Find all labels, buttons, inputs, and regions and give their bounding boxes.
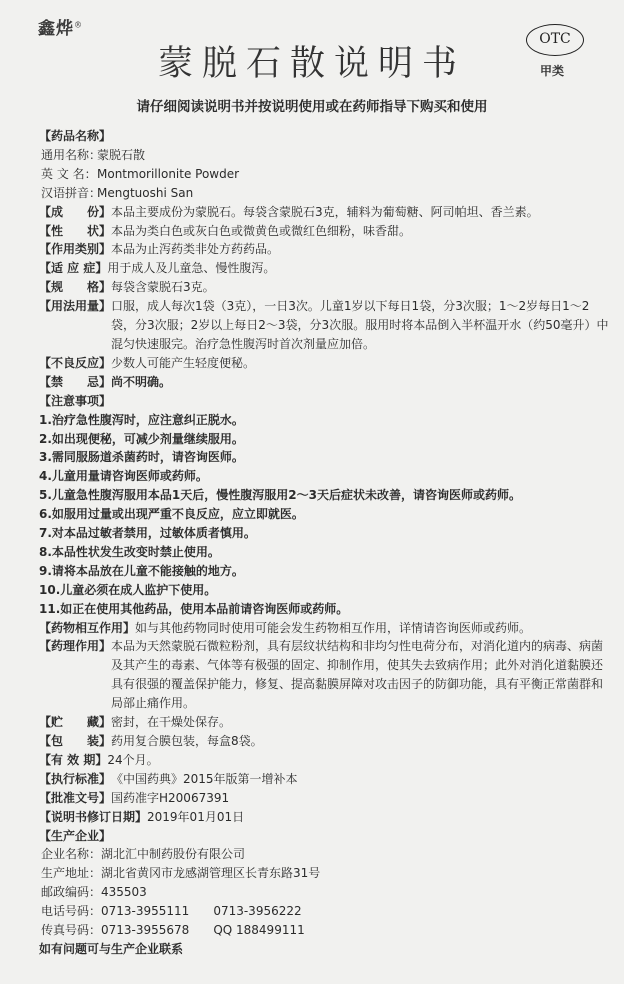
address-row: 生产地址： 湖北省黄冈市龙感湖管理区长青东路31号 [41, 866, 321, 881]
maker-heading: 【生产企业】 [39, 828, 112, 843]
spec-row: 【规 格】 每袋含蒙脱石3克。 [39, 280, 215, 295]
category-row: 【作用类别】 本品为止泻药类非处方药药品。 [39, 242, 280, 257]
leaflet-body [39, 127, 609, 959]
contact-note: 如有问题可与生产企业联系 [39, 941, 184, 956]
adverse-row: 【不良反应】 少数人可能产生轻度便秘。 [39, 355, 256, 370]
package-row: 【包 装】 药用复合膜包装，每盒8袋。 [39, 734, 263, 748]
fax-row: 传真号码： 0713-3955678 QQ 188499111 [41, 923, 305, 938]
caution-item: 9.请将本品放在儿童不能接触的地方。 [39, 563, 244, 578]
caution-item: 1.治疗急性腹泻时，应注意纠正脱水。 [39, 412, 244, 427]
pinyin-row: 汉语拼音： Mengtuoshi San [41, 185, 194, 200]
caution-item: 6.如服用过量或出现严重不良反应，应立即就医。 [39, 507, 304, 522]
properties-row: 【性 状】 本品为类白色或灰白色或微黄色或微红色细粉，味香甜。 [39, 223, 412, 238]
brand-logo-text: 鑫烨 [38, 19, 74, 39]
caution-item: 4.儿童用量请咨询医师或药师。 [39, 469, 208, 484]
caution-item: 7.对本品过敏者禁用，过敏体质者慎用。 [39, 526, 256, 541]
document-title: 蒙脱石散说明书 [157, 44, 466, 84]
ingredients-row: 【成 份】 本品主要成份为蒙脱石。每袋含蒙脱石3克，辅料为葡萄糖、阿司帕坦、香兰素。 [39, 204, 539, 219]
interaction-row: 【药物相互作用】 如与其他药物同时使用可能会发生药物相互作用，详情请咨询医师或药师。 [39, 620, 532, 635]
caution-item: 2.如出现便秘，可减少剂量继续服用。 [39, 431, 244, 446]
approval-row: 【批准文号】 国药准字H20067391 [39, 790, 230, 805]
phone-row: 电话号码： 0713-3955111 0713-3956222 [41, 904, 302, 919]
caution-heading: 【注意事项】 [39, 393, 112, 408]
storage-row: 【贮 藏】 密封，在干燥处保存。 [39, 715, 232, 730]
otc-class-label: 甲类 [540, 64, 565, 78]
caution-item: 8.本品性状发生改变时禁止使用。 [39, 544, 220, 559]
dosage-row: 【用法用量】 口服，成人每次1袋（3克），一日3次。儿童1岁以下每日1袋，分3次服；1～2岁每日1～2袋，分3次服；2岁以上每日2～3袋，分3次服。服用时将本品倒入半杯温开水（约50毫升）中混匀快速服完。治疗急性腹泻时首次剂量应加倍。 [39, 299, 609, 351]
caution-item: 3.需同服肠道杀菌药时，请咨询医师。 [39, 450, 244, 465]
postcode-row: 邮政编码： 435503 [41, 885, 147, 900]
english-name-row: 英 文 名： Montmorillonite Powder [41, 166, 240, 181]
contraindication-row: 【禁 忌】 尚不明确。 [39, 374, 172, 389]
company-row: 企业名称： 湖北汇中制药股份有限公司 [41, 847, 246, 862]
registered-mark: ® [74, 20, 83, 30]
revision-row: 【说明书修订日期】 2019年01月01日 [39, 809, 245, 824]
section-name-heading: 【药品名称】 [39, 129, 112, 143]
usage-warning: 请仔细阅读说明书并按说明使用或在药师指导下购买和使用 [136, 99, 488, 115]
pharmacology-row: 【药理作用】 本品为天然蒙脱石微粒粉剂，具有层纹状结构和非均匀性电荷分布，对消化道内的病毒、病菌及其产生的毒素、气体等有极强的固定、抑制作用，使其失去致病作用；此外对消化道黏膜还具有很强的覆盖保护能力，修复、提高黏膜屏障对攻击因子的防御功能，具有平衡正常菌群和局部止痛作用。 [39, 639, 604, 711]
indication-row: 【适 应 症】 用于成人及儿童急、慢性腹泻。 [39, 261, 276, 276]
validity-row: 【有 效 期】 24个月。 [39, 752, 159, 767]
generic-name-row: 通用名称： 蒙脱石散 [41, 147, 146, 162]
caution-item: 10.儿童必须在成人监护下使用。 [39, 582, 217, 597]
standard-row: 【执行标准】 《中国药典》2015年版第一增补本 [39, 771, 298, 786]
otc-badge: OTC [526, 24, 584, 56]
caution-item: 11.如正在使用其他药品，使用本品前请咨询医师或药师。 [39, 601, 349, 616]
caution-item: 5.儿童急性腹泻服用本品1天后，慢性腹泻服用2～3天后症状未改善，请咨询医师或药师。 [39, 488, 521, 503]
